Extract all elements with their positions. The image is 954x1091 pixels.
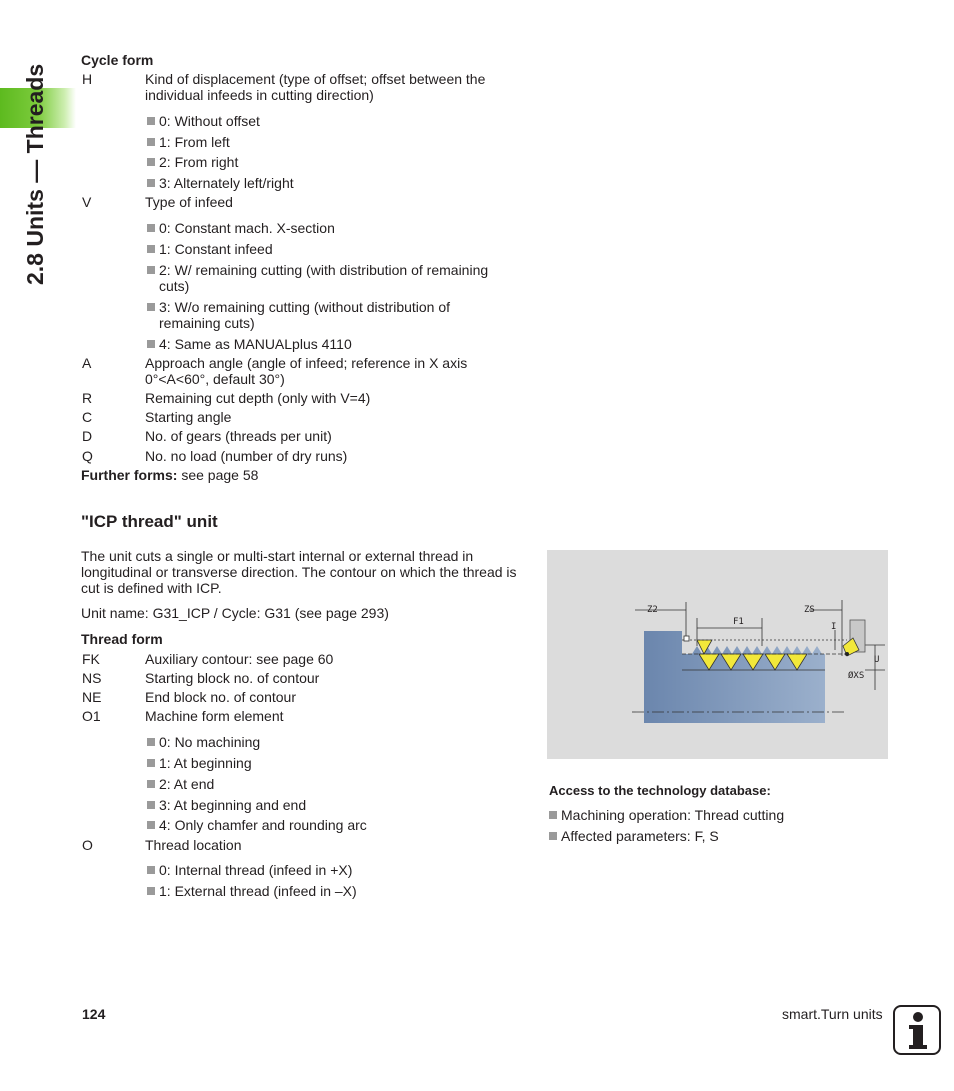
param-key: O <box>82 837 93 853</box>
param-desc: Remaining cut depth (only with V=4) <box>145 390 371 406</box>
param-key: A <box>82 355 92 371</box>
thread-diagram <box>547 550 888 759</box>
list-item: 3: W/o remaining cutting (without distribution of remaining cuts) <box>147 299 517 331</box>
label-z2: Z2 <box>647 605 658 615</box>
param-key: H <box>82 71 93 87</box>
page-number: 124 <box>82 1006 106 1022</box>
param-desc: End block no. of contour <box>145 689 296 705</box>
param-key: NS <box>82 670 102 686</box>
param-key: Q <box>82 448 93 464</box>
param-key: D <box>82 428 93 444</box>
param-desc: No. of gears (threads per unit) <box>145 428 332 444</box>
cutting-tool <box>843 620 865 656</box>
list-item: 3: Alternately left/right <box>147 175 517 191</box>
label-f1: F1 <box>733 617 744 627</box>
param-key: NE <box>82 689 102 705</box>
list-item: 0: Internal thread (infeed in +X) <box>147 862 517 878</box>
list-item: 1: From left <box>147 134 517 150</box>
list-item: 0: Without offset <box>147 113 517 129</box>
param-desc: Type of infeed <box>145 194 233 210</box>
list-item: 4: Same as MANUALplus 4110 <box>147 336 517 352</box>
list-item: 4: Only chamfer and rounding arc <box>147 817 517 833</box>
label-xs: ØXS <box>848 671 865 681</box>
param-key: V <box>82 194 92 210</box>
param-desc: No. no load (number of dry runs) <box>145 448 348 464</box>
param-desc: Thread location <box>145 837 242 853</box>
section-heading: "ICP thread" unit <box>81 512 218 531</box>
list-item: 0: Constant mach. X-section <box>147 220 517 236</box>
thread-form-heading: Thread form <box>81 631 163 647</box>
list-item: Affected parameters: F, S <box>549 828 719 844</box>
label-u: U <box>874 655 880 665</box>
workpiece-shape <box>644 631 825 723</box>
param-key: C <box>82 409 93 425</box>
thread-diagram-svg <box>547 550 888 759</box>
list-item: 2: W/ remaining cutting (with distribution of remaining cuts) <box>147 262 517 294</box>
list-item: 1: At beginning <box>147 755 517 771</box>
param-desc: Starting angle <box>145 409 232 425</box>
param-key: O1 <box>82 708 101 724</box>
list-item: 1: External thread (infeed in –X) <box>147 883 517 899</box>
tech-db-heading: Access to the technology database: <box>549 783 771 798</box>
param-desc: Approach angle (angle of infeed; reference in X axis 0°<A<60°, default 30°) <box>145 355 468 387</box>
further-forms: Further forms: see page 58 <box>81 467 259 483</box>
list-item: 0: No machining <box>147 734 517 750</box>
param-desc: Starting block no. of contour <box>145 670 320 686</box>
param-key: R <box>82 390 93 406</box>
cycle-form-heading: Cycle form <box>81 52 154 68</box>
param-desc: Kind of displacement (type of offset; offset between the individual infeeds in cutting direction) <box>145 71 486 103</box>
list-item: Machining operation: Thread cutting <box>549 807 784 823</box>
list-item: 2: From right <box>147 154 517 170</box>
list-item: 1: Constant infeed <box>147 241 517 257</box>
footer-title: smart.Turn units <box>782 1006 883 1022</box>
intro-paragraph: The unit cuts a single or multi-start internal or external thread in longitudinal or transverse direction. The contour on which the thread is cut is defined with ICP. <box>81 548 517 596</box>
chapter-title: 2.8 Units — Threads <box>22 63 48 285</box>
list-item: 2: At end <box>147 776 517 792</box>
label-i: I <box>831 622 837 632</box>
unit-name: Unit name: G31_ICP / Cycle: G31 (see page 293) <box>81 605 389 621</box>
info-icon <box>893 1005 941 1055</box>
param-desc: Auxiliary contour: see page 60 <box>145 651 334 667</box>
param-desc: Machine form element <box>145 708 284 724</box>
label-zs: ZS <box>804 605 815 615</box>
param-key: FK <box>82 651 100 667</box>
list-item: 3: At beginning and end <box>147 797 517 813</box>
